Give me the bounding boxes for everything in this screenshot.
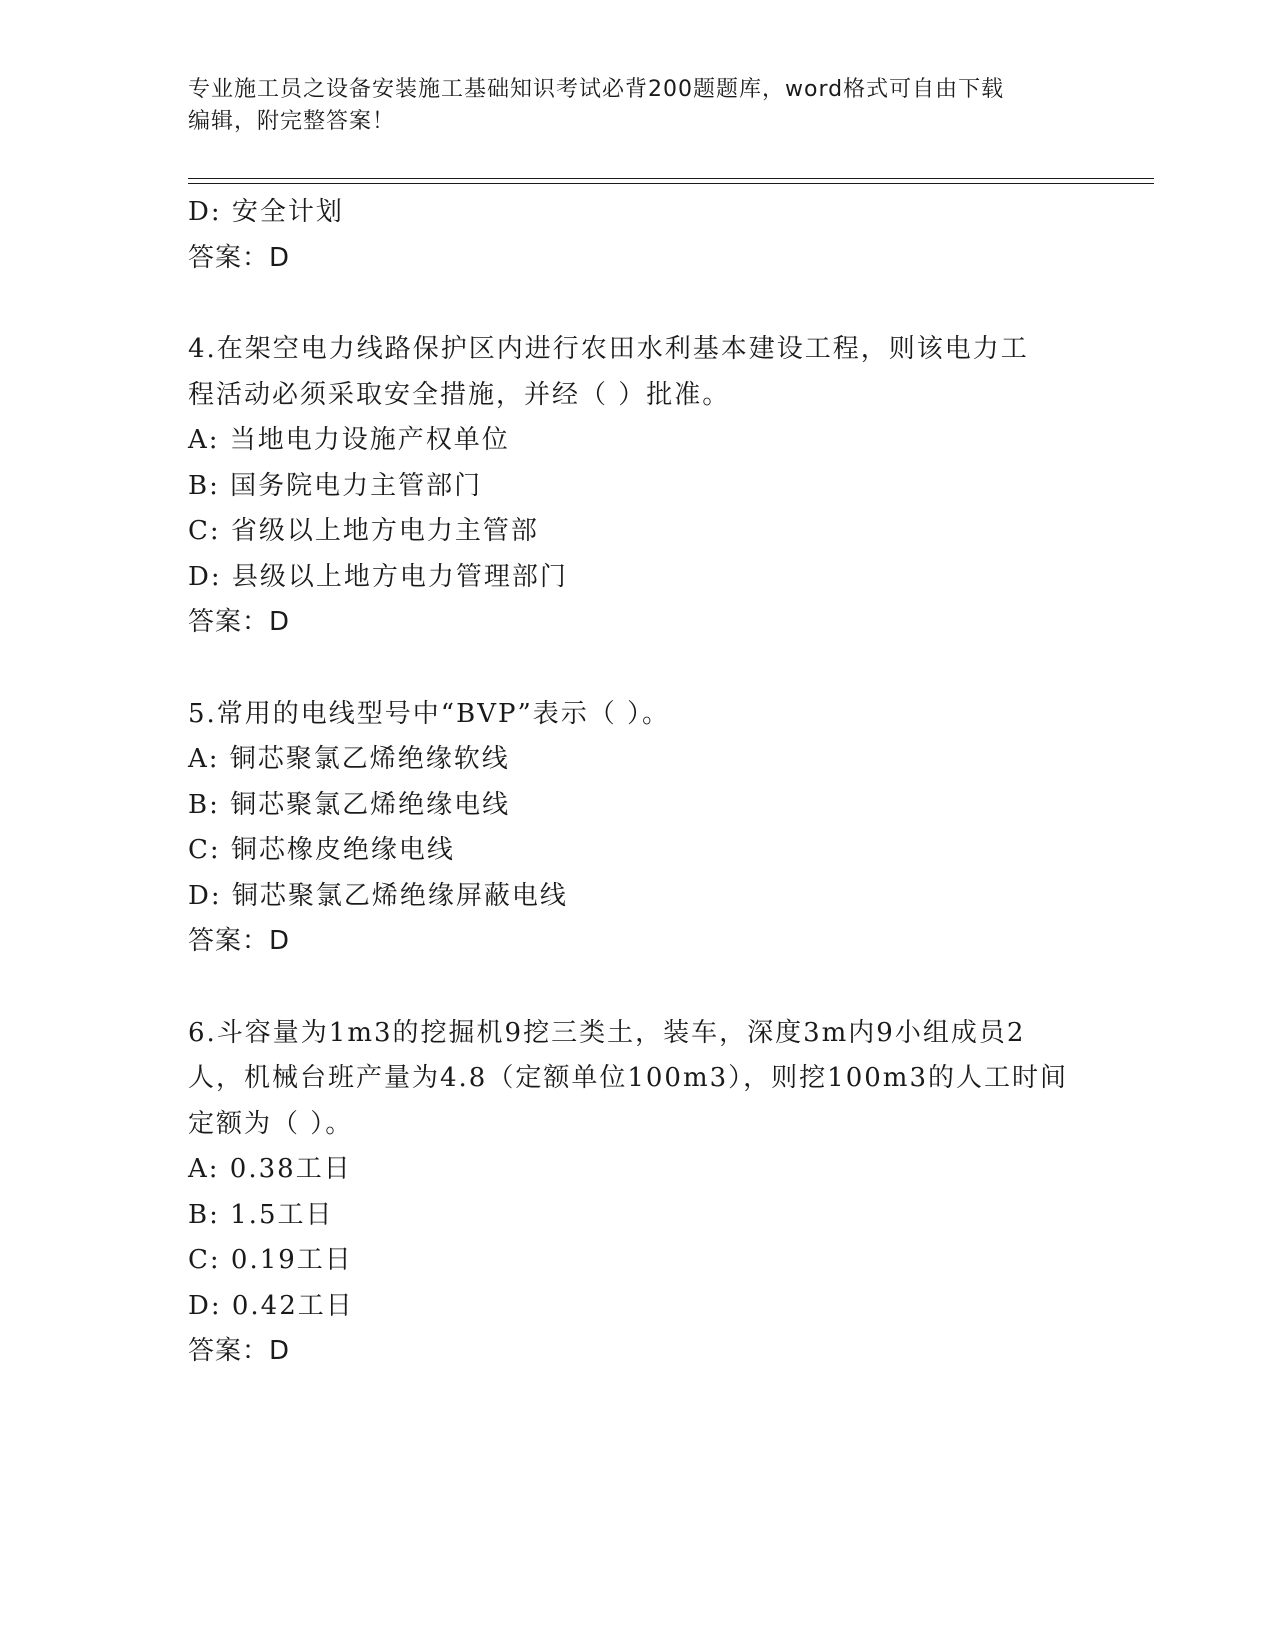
question-spacer: [188, 965, 1088, 1011]
option-line: D: 县级以上地方电力管理部门: [188, 561, 568, 592]
document-header: [188, 74, 1088, 138]
answer-line: 答案：D: [188, 1336, 291, 1366]
option-line: B: 铜芯聚氯乙烯绝缘电线: [188, 789, 511, 820]
header-line-1: 专业施工员之设备安装施工基础知识考试必背200题题库，word格式可自由下载: [188, 77, 1005, 102]
option-line: A: 铜芯聚氯乙烯绝缘软线: [188, 744, 510, 774]
option-line: D: 铜芯聚氯乙烯绝缘屏蔽电线: [188, 880, 568, 911]
question-spacer: [188, 281, 1088, 327]
option-line: A: 0.38工日: [188, 1154, 352, 1184]
question-spacer: [188, 646, 1088, 692]
question-list: [188, 190, 1088, 1375]
header-line-2: 编辑，附完整答案！: [188, 109, 396, 134]
question-stem-line: 4.在架空电力线路保护区内进行农田水利基本建设工程，则该电力工: [188, 334, 1029, 364]
option-line: C: 省级以上地方电力主管部: [188, 516, 539, 546]
answer-line: 答案：D: [188, 242, 291, 273]
option-line: C: 0.19工日: [188, 1245, 353, 1275]
divider-line-top: [188, 178, 1154, 179]
question-stem-line: 5.常用的电线型号中“BVP”表示（ ）。: [188, 698, 671, 729]
answer-line: 答案：D: [188, 607, 291, 637]
question-stem-line: 6.斗容量为1m3的挖掘机9挖三类土，装车，深度3m内9小组成员2: [188, 1017, 1026, 1048]
option-line: C: 铜芯橡皮绝缘电线: [188, 835, 455, 865]
option-line: D: 安全计划: [188, 197, 344, 227]
question-stem-line: 定额为（ ）。: [188, 1108, 354, 1139]
question-stem-line: 人，机械台班产量为4.8（定额单位100m3），则挖100m3的人工时间: [188, 1063, 1068, 1093]
option-line: B: 国务院电力主管部门: [188, 470, 483, 501]
option-line: D: 0.42工日: [188, 1290, 354, 1321]
answer-line: 答案：D: [188, 926, 291, 956]
option-line: A: 当地电力设施产权单位: [188, 425, 510, 455]
question-stem-line: 程活动必须采取安全措施，并经（ ）批准。: [188, 379, 731, 410]
option-line: B: 1.5工日: [188, 1199, 334, 1230]
divider-line-bottom: [188, 183, 1154, 184]
header-divider: [188, 178, 1154, 188]
